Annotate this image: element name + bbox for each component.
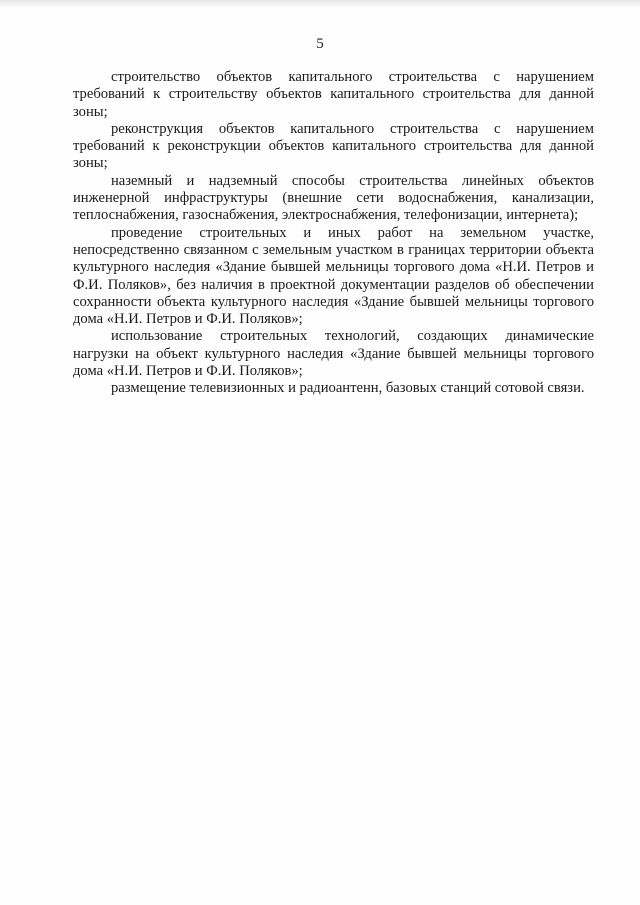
document-body bbox=[73, 69, 594, 398]
paragraph-construction: строительство объектов капитального строительства с нарушением требований к строительству объектов капитального строительства для данной зоны; bbox=[73, 69, 594, 120]
scan-edge-shadow bbox=[0, 0, 640, 8]
page-number: 5 bbox=[316, 36, 324, 52]
paragraph-dynamic-loads: использование строительных технологий, создающих динамические нагрузки на объект культурного наследия «Здание бывшей мельницы торгового дома «Н.И. Петров и Ф.И. Поляков»; bbox=[73, 328, 594, 380]
paragraph-antennas: размещение телевизионных и радиоантенн, базовых станций сотовой связи. bbox=[111, 380, 585, 397]
paragraph-reconstruction: реконструкция объектов капитального строительства с нарушением требований к реконструкции объектов капитального строительства для данной зоны; bbox=[73, 120, 594, 172]
paragraph-construction-works: проведение строительных и иных работ на земельном участке, непосредственно связанном с земельным участком в границах территории объекта культурного наследия «Здание бывшей мельницы торгового дома «Н.И. Петров и Ф.И. Поляков», без наличия в проектной документации разделов об обеспечении сохранности объекта культурного наследия «Здание бывшей мельницы торгового дома «Н.И. Петров и Ф.И. Поляков»; bbox=[73, 224, 594, 328]
paragraph-linear-infrastructure: наземный и надземный способы строительства линейных объектов инженерной инфраструктуры (внешние сети водоснабжения, канализации, теплоснабжения, газоснабжения, электроснабжения, телефонизации, интернета); bbox=[73, 172, 594, 224]
